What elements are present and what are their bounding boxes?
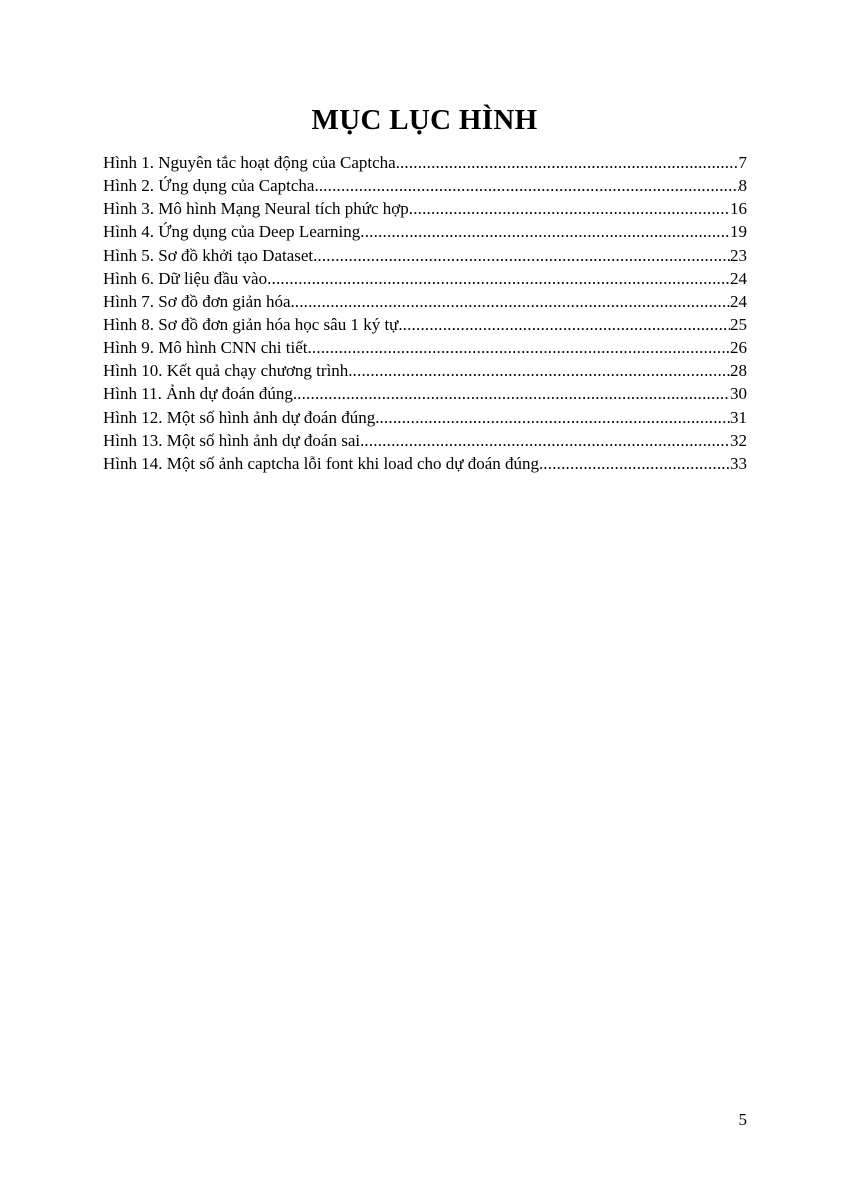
page-number: 5 [738,1110,747,1129]
dot-leader [319,174,739,197]
toc-entry-label: Hình 4. Ứng dụng của Deep Learning [103,222,361,242]
toc-entry[interactable] [103,174,747,197]
toc-entry-label: Hình 3. Mô hình Mạng Neural tích phức hợp [103,199,409,219]
dot-leader [409,197,730,220]
dot-leader [353,359,730,382]
toc-entry-label: Hình 5. Sơ đồ khởi tạo Dataset. [103,245,318,265]
toc-entry[interactable] [103,220,747,243]
dot-leader [379,406,730,429]
toc-entry-label: Hình 14. Một số ảnh captcha lỗi font khi load cho dự đoán đúng. [103,453,544,473]
toc-entry-label: Hình 10. Kết quả chạy chương trình. [103,361,353,381]
toc-entry-page: 24 [730,268,747,288]
toc-entry[interactable] [103,290,747,313]
toc-entry-page: 8 [738,176,747,196]
toc-entry-label: Hình 12. Một số hình ảnh dự đoán đúng. [103,407,380,427]
dot-leader [307,336,730,359]
toc-entry-page: 30 [730,384,747,404]
toc-entry-label: Hình 7. Sơ đồ đơn giản hóa. [103,291,295,311]
toc-entry[interactable] [103,429,747,452]
toc-entry-page: 28 [730,361,747,381]
toc-entry[interactable] [103,452,747,475]
toc-entry[interactable] [103,336,747,359]
toc-entry[interactable] [103,382,747,405]
figure-list [103,151,747,475]
toc-entry-page: 19 [730,222,747,242]
dot-leader [360,220,730,243]
toc-entry-page: 16 [730,199,747,219]
toc-entry-label: Hình 6. Dữ liệu đầu vào [103,268,268,288]
page-title: MỤC LỤC HÌNH [311,104,538,136]
toc-entry-label: Hình 13. Một số hình ảnh dự đoán sai. [103,430,365,450]
dot-leader [403,313,730,336]
toc-entry[interactable] [103,359,747,382]
toc-entry[interactable] [103,197,747,220]
toc-entry-page: 31 [730,407,747,427]
toc-entry-label: Hình 11. Ảnh dự đoán đúng. [103,384,298,404]
dot-leader [543,452,730,475]
dot-leader [297,382,730,405]
toc-entry-page: 33 [730,453,747,473]
toc-entry-page: 7 [738,153,747,172]
dot-leader [295,290,730,313]
toc-entry-label: Hình 2. Ứng dụng của Captcha. [103,176,319,196]
toc-entry-page: 23 [730,245,747,265]
toc-entry[interactable] [103,313,747,336]
toc-entry-page: 24 [730,291,747,311]
toc-entry-label: Hình 8. Sơ đồ đơn giản hóa học sâu 1 ký tự. [103,314,403,334]
toc-entry-label: Hình 9. Mô hình CNN chi tiết [103,338,308,358]
toc-entry[interactable] [103,244,747,267]
dot-leader [364,429,730,452]
toc-entry[interactable] [103,406,747,429]
dot-leader [317,244,730,267]
toc-entry-page: 32 [730,430,747,450]
toc-entry[interactable] [103,267,747,290]
dot-leader [400,151,739,174]
toc-entry[interactable] [103,151,747,174]
toc-entry-page: 25 [730,314,747,334]
toc-entry-label: Hình 1. Nguyên tắc hoạt động của Captcha. [103,153,400,172]
toc-entry-page: 26 [730,338,747,358]
dot-leader [267,267,730,290]
